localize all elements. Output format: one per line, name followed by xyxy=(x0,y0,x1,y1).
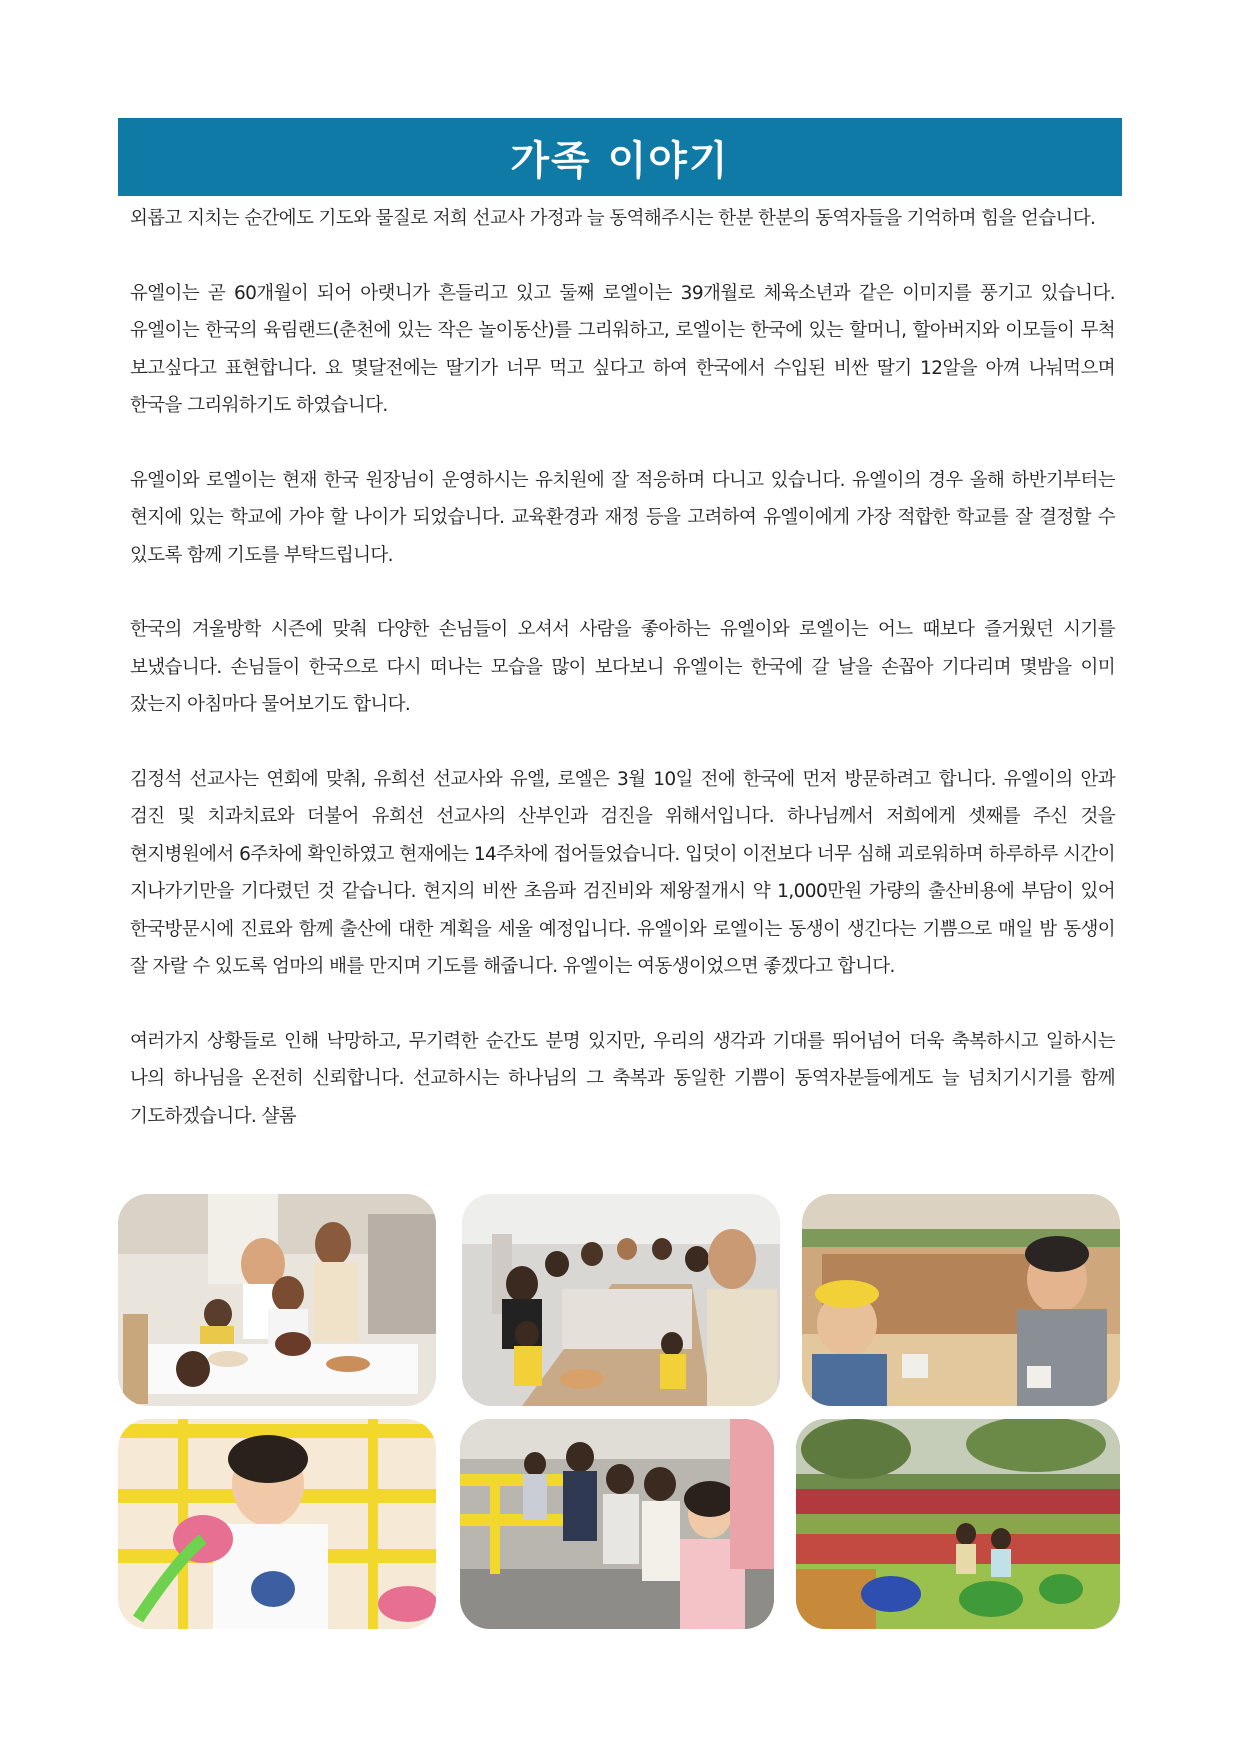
paragraph-4: 한국의 겨울방학 시즌에 맞춰 다양한 손님들이 오셔서 사람을 좋아하는 유엘이와 로엘이는 어느 때보다 즐거웠던 시기를 보냈습니다. 손님들이 한국으로 다시 떠나는 모습을 많이 보다보니 유엘이는 한국에 갈 날을 손꼽아 기다리며 몇밤을 이미 잤는지 아침마다 물어보기도 합니다. xyxy=(130,619,1115,715)
photo-boys-cafe xyxy=(802,1194,1120,1406)
photo-birthday-party xyxy=(118,1194,436,1406)
paragraph-5: 김정석 선교사는 연회에 맞춰, 유희선 선교사와 유엘, 로엘은 3월 10일 전에 한국에 먼저 방문하려고 합니다. 유엘이의 안과 검진 및 치과치료와 더불어 유희선 선교사의 산부인과 검진을 위해서입니다. 하나님께서 저희에게 셋째를 주신 것을 현지병원에서 6주차에 확인하였고 현재에는 14주차에 접어들었습니다. 입덧이 이전보다 너무 심해 괴로워하며 하루하루 시간이 지나가기만을 기다렸던 것 같습니다. 현지의 비싼 초음파 검진비와 제왕절개시 약 1,000만원 가량의 출산비용에 부담이 있어 한국방문시에 진료와 함께 출산에 대한 계획을 세울 예정입니다. 유엘이와 로엘이는 동생이 생긴다는 기쁨으로 매일 밤 동생이 잘 자랄 수 있도록 엄마의 배를 만지며 기도를 해줍니다. 유엘이는 여동생이었으면 좋겠다고 합니다. xyxy=(130,768,1115,977)
photo-boy-balloon xyxy=(118,1419,436,1629)
paragraph-1: 외롭고 지치는 순간에도 기도와 물질로 저희 선교사 가정과 늘 동역해주시는 한분 한분의 동역자들을 기억하며 힘을 얻습니다. xyxy=(130,208,1096,229)
paragraph-2: 유엘이는 곧 60개월이 되어 아랫니가 흔들리고 있고 둘째 로엘이는 39개월로 체육소년과 같은 이미지를 풍기고 있습니다. 유엘이는 한국의 육림랜드(춘천에 있는 작은 놀이동산)를 그리워하고, 로엘이는 한국에 있는 할머니, 할아버지와 이모들이 무척 보고싶다고 표현합니다. 요 몇달전에는 딸기가 너무 먹고 싶다고 하여 한국에서 수입된 비싼 딸기 12알을 아껴 나눠먹으며 한국을 그리워하기도 하였습니다. xyxy=(130,282,1115,416)
title-banner xyxy=(118,118,1122,196)
paragraph-6: 여러가지 상황들로 인해 낙망하고, 무기력한 순간도 분명 있지만, 우리의 생각과 기대를 뛰어넘어 더욱 축복하시고 일하시는 나의 하나님을 온전히 신뢰합니다. 선교하시는 하나님의 그 축복과 동일한 기쁨이 동역자분들에게도 늘 넘치기시기를 함께 기도하겠습니다. 샬롬 xyxy=(130,1030,1115,1127)
page-title: 가족 이야기 xyxy=(510,137,730,184)
photo-group-selfie xyxy=(462,1194,780,1406)
article-body xyxy=(130,200,1115,1172)
photo-kids-mall xyxy=(460,1419,774,1629)
paragraph-3: 유엘이와 로엘이는 현재 한국 원장님이 운영하시는 유치원에 잘 적응하며 다니고 있습니다. 유엘이의 경우 올해 하반기부터는 현지에 있는 학교에 가야 할 나이가 되었습니다. 교육환경과 재정 등을 고려하여 유엘이에게 가장 적합한 학교를 잘 결정할 수 있도록 함께 기도를 부탁드립니다. xyxy=(130,469,1115,566)
photo-garden-frogs xyxy=(796,1419,1120,1629)
